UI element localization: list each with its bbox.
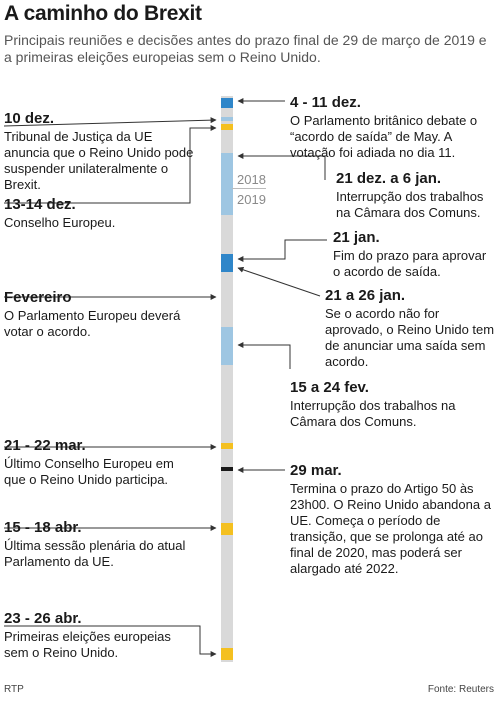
event-text: Última sessão plenária do atual Parlamento da UE. (4, 538, 186, 569)
event-no-deal-announcement (325, 287, 497, 370)
footer-credit: RTP (4, 684, 24, 695)
page-subtitle: Principais reuniões e decisões antes do prazo final de 29 de março de 2019 e a primeiras eleições europeias sem o Reino Unido. (4, 32, 487, 65)
page-title: A caminho do Brexit (4, 2, 202, 25)
event-date: 21 a 26 jan. (325, 287, 406, 304)
event-last-council (4, 437, 194, 488)
event-last-plenary (4, 519, 194, 570)
event-parliament-debate (290, 94, 495, 161)
event-date: 15 - 18 abr. (4, 519, 82, 536)
event-date: 10 dez. (4, 110, 55, 127)
event-article-50-deadline (290, 462, 496, 577)
event-date: 21 jan. (333, 229, 380, 246)
event-date: 23 - 26 abr. (4, 610, 82, 627)
event-text: Fim do prazo para aprovar o acordo de saída. (333, 248, 487, 279)
event-commons-recess-winter (336, 170, 496, 221)
event-text: Interrupção dos trabalhos na Câmara dos Comuns. (290, 398, 456, 429)
event-text: Primeiras eleições europeias sem o Reino Unido. (4, 629, 171, 660)
event-jan-deadline (333, 229, 495, 280)
event-commons-recess-feb (290, 379, 495, 430)
event-text: Termina o prazo do Artigo 50 às 23h00. O Reino Unido abandona a UE. Começa o período de transição, que se prolonga até ao final de 2020, mas poderá ser alargado até 2022. (290, 481, 491, 576)
year-label-2019: 2019 (237, 192, 266, 207)
event-date: Fevereiro (4, 289, 72, 306)
event-date: 21 - 22 mar. (4, 437, 86, 454)
event-european-council-dec (4, 196, 194, 231)
event-text: Interrupção dos trabalhos na Câmara dos Comuns. (336, 189, 484, 220)
year-label-2018: 2018 (237, 172, 266, 187)
event-text: O Parlamento britânico debate o “acordo de saída” de May. A votação foi adiada no dia 11. (290, 113, 478, 160)
event-text: Conselho Europeu. (4, 215, 116, 230)
event-eu-elections (4, 610, 194, 661)
footer-source: Fonte: Reuters (427, 684, 494, 695)
event-date: 21 dez. a 6 jan. (336, 170, 442, 187)
event-date: 13-14 dez. (4, 196, 76, 213)
event-text: Último Conselho Europeu em que o Reino Unido participa. (4, 456, 174, 487)
event-text: Se o acordo não for aprovado, o Reino Unido tem de anunciar uma saída sem acordo. (325, 306, 495, 369)
event-date: 15 a 24 fev. (290, 379, 369, 396)
event-text: O Parlamento Europeu deverá votar o acordo. (4, 308, 181, 339)
event-date: 29 mar. (290, 462, 342, 479)
event-date: 4 - 11 dez. (290, 94, 361, 111)
event-parliament-vote (4, 289, 194, 340)
event-text: Tribunal de Justiça da UE anuncia que o Reino Unido pode suspender unilateralmente o Brexit. (4, 129, 194, 192)
event-ecj-ruling (4, 110, 194, 193)
